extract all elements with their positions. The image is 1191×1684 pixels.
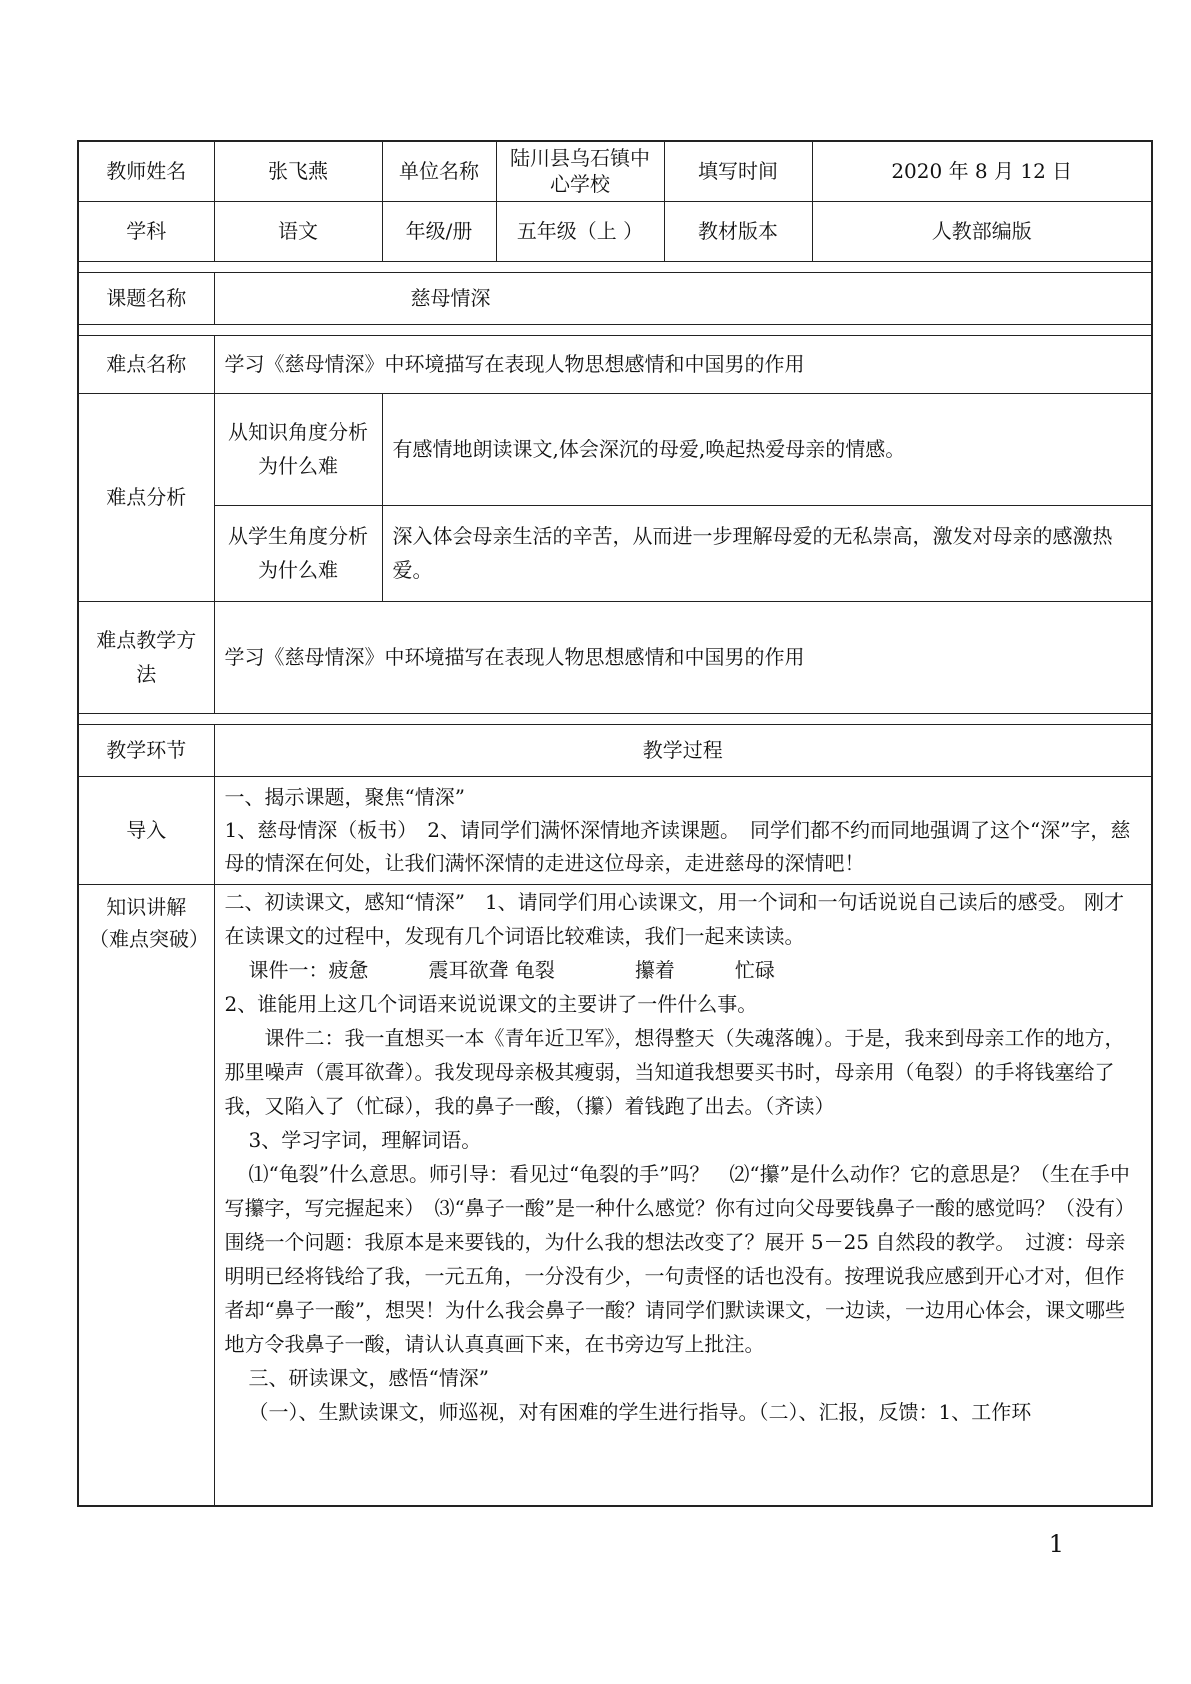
intro-line: 1、慈母情深（板书） 2、请同学们满怀深情地齐读课题。 同学们都不约而同地强调了这个“深”字，慈母的情深在何处，让我们满怀深情的走进这位母亲，走进慈母的深情吧！ bbox=[224, 817, 1131, 875]
knowledge-label: 知识讲解（难点突破） bbox=[78, 884, 214, 1506]
row-analysis-student bbox=[78, 505, 1152, 601]
row-process-header bbox=[78, 724, 1152, 776]
intro-label: 导入 bbox=[78, 776, 214, 884]
knowledge-line: 二、初读课文，感知“情深” 1、请同学们用心读课文，用一个词和一句话说说自己读后的感受。 刚才在读课文的过程中，发现有几个词语比较难读，我们一起来读读。 bbox=[224, 889, 1125, 948]
fill-date-value: 2020 年 8 月 12 日 bbox=[812, 141, 1152, 201]
process-section-label: 教学环节 bbox=[78, 724, 214, 776]
knowledge-content bbox=[214, 884, 1152, 1506]
row-method bbox=[78, 601, 1152, 713]
knowledge-angle-label: 从知识角度分析为什么难 bbox=[214, 393, 382, 505]
row-subject-info bbox=[78, 201, 1152, 261]
knowledge-line: 三、研读课文，感悟“情深” bbox=[248, 1365, 489, 1390]
knowledge-line: 课件一：疲惫 震耳欲聋 龟裂 攥着 忙碌 bbox=[248, 957, 775, 982]
lesson-plan-table bbox=[77, 140, 1153, 1507]
knowledge-line: 2、谁能用上这几个词语来说说课文的主要讲了一件什么事。 bbox=[224, 991, 758, 1016]
knowledge-line: ⑴“龟裂”什么意思。师引导：看见过“龟裂的手”吗？ ⑵“攥”是什么动作？它的意思是？（生在手中写攥字，写完握起来） ⑶“鼻子一酸”是一种什么感觉？你有过向父母要钱鼻子一酸的感觉吗？（没有）围绕一个问题：我原本是来要钱的，为什么我的想法改变了？展开 5－25 自然段的教学。 过渡：母亲明明已经将钱给了我，一元五角，一分没有少，一句责怪的话也没有。按理说我应感到开心才对，但作者却“鼻子一酸”，想哭！为什么我会鼻子一酸？请同学们默读课文，一边读，一边用心体会，课文哪些地方令我鼻子一酸，请认认真真画下来，在书旁边写上批注。 bbox=[224, 1161, 1135, 1356]
grade-value: 五年级（上 ） bbox=[496, 201, 664, 261]
intro-content bbox=[214, 776, 1152, 884]
knowledge-angle-value: 有感情地朗读课文,体会深沉的母爱,唤起热爱母亲的情感。 bbox=[382, 393, 1152, 505]
process-section-title: 教学过程 bbox=[214, 724, 1152, 776]
row-basic-info bbox=[78, 141, 1152, 201]
row-difficulty bbox=[78, 335, 1152, 393]
knowledge-line: 3、学习字词，理解词语。 bbox=[248, 1127, 482, 1152]
topic-value: 慈母情深 bbox=[214, 272, 1152, 324]
edition-value: 人教部编版 bbox=[812, 201, 1152, 261]
row-analysis-knowledge bbox=[78, 393, 1152, 505]
method-value: 学习《慈母情深》中环境描写在表现人物思想感情和中国男的作用 bbox=[214, 601, 1152, 713]
intro-line: 一、揭示课题，聚焦“情深” bbox=[224, 784, 465, 809]
knowledge-line: （一）、生默读课文，师巡视，对有困难的学生进行指导。（二）、汇报，反馈：1、工作环 bbox=[248, 1399, 1032, 1424]
edition-label: 教材版本 bbox=[664, 201, 812, 261]
difficulty-value: 学习《慈母情深》中环境描写在表现人物思想感情和中国男的作用 bbox=[214, 335, 1152, 393]
subject-label: 学科 bbox=[78, 201, 214, 261]
topic-label: 课题名称 bbox=[78, 272, 214, 324]
row-knowledge bbox=[78, 884, 1152, 1506]
page-number: 1 bbox=[1048, 1530, 1064, 1558]
method-label: 难点教学方法 bbox=[78, 601, 214, 713]
unit-name-value: 陆川县乌石镇中心学校 bbox=[496, 141, 664, 201]
fill-date-label: 填写时间 bbox=[664, 141, 812, 201]
analysis-label: 难点分析 bbox=[78, 393, 214, 601]
teacher-name-value: 张飞燕 bbox=[214, 141, 382, 201]
student-angle-label: 从学生角度分析为什么难 bbox=[214, 505, 382, 601]
teacher-name-label: 教师姓名 bbox=[78, 141, 214, 201]
knowledge-line: 课件二：我一直想买一本《青年近卫军》，想得整天（失魂落魄）。于是，我来到母亲工作的地方，那里噪声（震耳欲聋）。我发现母亲极其瘦弱，当知道我想要买书时，母亲用（龟裂）的手将钱塞给了我，又陷入了（忙碌），我的鼻子一酸，（攥）着钱跑了出去。（齐读） bbox=[224, 1025, 1125, 1118]
grade-label: 年级/册 bbox=[382, 201, 496, 261]
student-angle-value: 深入体会母亲生活的辛苦，从而进一步理解母爱的无私崇高，激发对母亲的感激热爱。 bbox=[382, 505, 1152, 601]
row-topic bbox=[78, 272, 1152, 324]
unit-name-label: 单位名称 bbox=[382, 141, 496, 201]
difficulty-label: 难点名称 bbox=[78, 335, 214, 393]
subject-value: 语文 bbox=[214, 201, 382, 261]
row-intro bbox=[78, 776, 1152, 884]
